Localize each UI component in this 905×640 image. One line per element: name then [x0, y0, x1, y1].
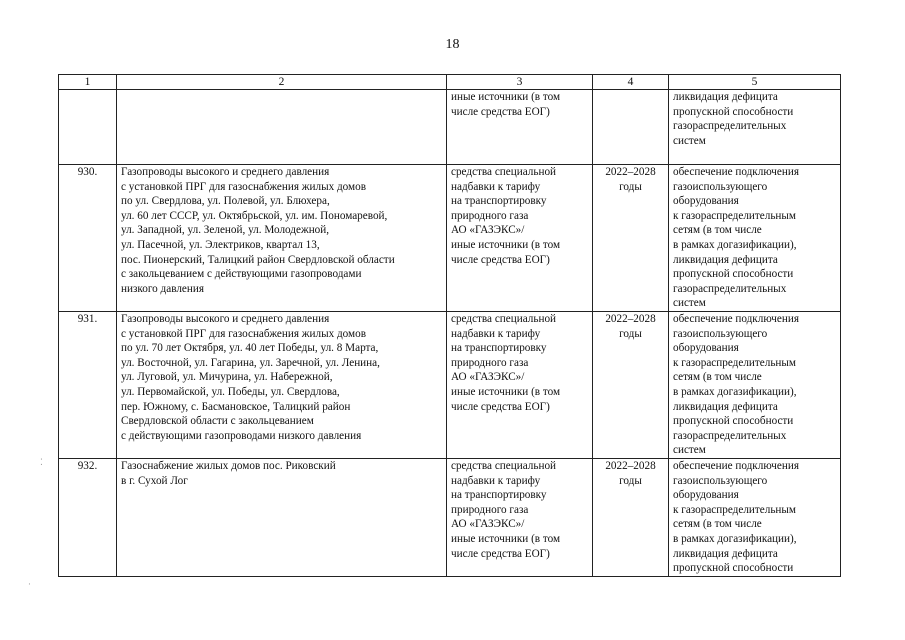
- cell-text-line: к газораспределительным: [673, 209, 797, 222]
- scan-artifact-mark: ·: [28, 580, 31, 590]
- page-number: 18: [445, 37, 460, 52]
- row-number-cell: 931.: [59, 312, 117, 459]
- cell-text-line: Свердловской области с закольцеванием: [121, 415, 314, 428]
- cell-text-line: числе средства ЕОГ): [451, 547, 550, 560]
- cell-text-line: сетям (в том числе: [673, 224, 762, 237]
- cell-text-line: средства специальной: [451, 313, 557, 325]
- cell-text-line: систем: [673, 297, 706, 310]
- table-row: [59, 165, 841, 312]
- cell-text-line: годы: [619, 327, 642, 340]
- cell-text-line: с закольцеванием с действующими газопроводами: [121, 268, 362, 281]
- cell-text-line: числе средства ЕОГ): [451, 400, 550, 413]
- cell-text-line: надбавки к тарифу: [451, 327, 541, 340]
- cell-text-line: по ул. 70 лет Октября, ул. 40 лет Победы, ул. 8 Марта,: [121, 342, 379, 355]
- funding-source-cell: [447, 90, 593, 165]
- period-cell: [593, 459, 669, 577]
- cell-text-line: с установкой ПРГ для газоснабжения жилых домов: [121, 327, 367, 340]
- cell-text-line: природного газа: [451, 503, 529, 516]
- cell-text-line: оборудования: [673, 489, 739, 502]
- funding-source-cell: [447, 459, 593, 577]
- cell-text-line: числе средства ЕОГ): [451, 105, 550, 118]
- cell-text-line: обеспечение подключения: [673, 460, 799, 472]
- cell-text-line: годы: [619, 180, 642, 193]
- column-header: 1: [59, 75, 117, 90]
- cell-text-line: газоиспользующего: [673, 327, 768, 340]
- cell-text-line: природного газа: [451, 209, 529, 222]
- cell-text-line: пропускной способности: [673, 105, 794, 118]
- cell-text-line: ликвидация дефицита: [673, 400, 778, 413]
- column-header: 4: [593, 75, 669, 90]
- row-number-cell: [59, 90, 117, 165]
- funding-source-cell: [447, 165, 593, 312]
- object-cell: [117, 312, 447, 459]
- cell-text-line: пер. Южному, с. Басмановское, Талицкий район: [121, 400, 351, 413]
- object-cell: [117, 90, 447, 165]
- period-cell: [593, 165, 669, 312]
- cell-text-line: с действующими газопроводами низкого давления: [121, 429, 362, 442]
- cell-text-line: иные источники (в том: [451, 91, 561, 103]
- cell-text-line: иные источники (в том: [451, 238, 561, 251]
- cell-text-line: ликвидация дефицита: [673, 547, 778, 560]
- cell-text-line: в г. Сухой Лог: [121, 474, 188, 487]
- cell-text-line: в рамках догазификации),: [673, 532, 797, 545]
- row-number-cell: 930.: [59, 165, 117, 312]
- column-header: 2: [117, 75, 447, 90]
- scan-artifact-mark: ⁚: [40, 458, 43, 468]
- cell-text-line: 2022–2028: [605, 460, 656, 472]
- table-row: [59, 90, 841, 165]
- cell-text-line: годы: [619, 474, 642, 487]
- cell-text-line: надбавки к тарифу: [451, 474, 541, 487]
- period-cell: [593, 90, 669, 165]
- cell-text-line: иные источники (в том: [451, 385, 561, 398]
- cell-text-line: АО «ГАЗЭКС»/: [451, 224, 525, 237]
- cell-text-line: ул. Пасечной, ул. Электриков, квартал 13,: [121, 238, 320, 251]
- goal-cell: [669, 165, 841, 312]
- funding-source-cell: [447, 312, 593, 459]
- cell-text-line: АО «ГАЗЭКС»/: [451, 371, 525, 384]
- cell-text-line: ликвидация дефицита: [673, 253, 778, 266]
- cell-text-line: ул. Восточной, ул. Гагарина, ул. Заречной, ул. Ленина,: [121, 356, 380, 369]
- cell-text-line: оборудования: [673, 195, 739, 208]
- cell-text-line: ул. Первомайской, ул. Победы, ул. Свердлова,: [121, 385, 340, 398]
- cell-text-line: ликвидация дефицита: [673, 91, 778, 103]
- cell-text-line: к газораспределительным: [673, 503, 797, 516]
- table-row: [59, 312, 841, 459]
- cell-text-line: пропускной способности: [673, 268, 794, 281]
- cell-text-line: сетям (в том числе: [673, 518, 762, 531]
- projects-table: [58, 74, 841, 577]
- object-cell: [117, 459, 447, 577]
- cell-text-line: 2022–2028: [605, 313, 656, 325]
- cell-text-line: газораспределительных: [673, 429, 787, 442]
- cell-text-line: систем: [673, 444, 706, 457]
- cell-text-line: обеспечение подключения: [673, 166, 799, 178]
- cell-text-line: сетям (в том числе: [673, 371, 762, 384]
- cell-text-line: пос. Пионерский, Талицкий район Свердловской области: [121, 253, 395, 266]
- cell-text-line: газоиспользующего: [673, 474, 768, 487]
- goal-cell: [669, 312, 841, 459]
- cell-text-line: иные источники (в том: [451, 532, 561, 545]
- column-header: 5: [669, 75, 841, 90]
- table-row: [59, 459, 841, 577]
- table-header-row: [59, 75, 841, 90]
- cell-text-line: в рамках догазификации),: [673, 238, 797, 251]
- period-cell: [593, 312, 669, 459]
- cell-text-line: АО «ГАЗЭКС»/: [451, 518, 525, 531]
- cell-text-line: оборудования: [673, 342, 739, 355]
- column-header: 3: [447, 75, 593, 90]
- cell-text-line: ул. Луговой, ул. Мичурина, ул. Набережной,: [121, 371, 333, 384]
- cell-text-line: надбавки к тарифу: [451, 180, 541, 193]
- cell-text-line: на транспортировку: [451, 342, 547, 355]
- cell-text-line: с установкой ПРГ для газоснабжения жилых домов: [121, 180, 367, 193]
- cell-text-line: газоиспользующего: [673, 180, 768, 193]
- cell-text-line: 2022–2028: [605, 166, 656, 178]
- cell-text-line: по ул. Свердлова, ул. Полевой, ул. Блюхера,: [121, 195, 330, 208]
- cell-text-line: на транспортировку: [451, 195, 547, 208]
- cell-text-line: пропускной способности: [673, 415, 794, 428]
- cell-text-line: пропускной способности: [673, 562, 794, 575]
- cell-text-line: средства специальной: [451, 166, 557, 178]
- cell-text-line: систем: [673, 134, 706, 147]
- cell-text-line: ул. 60 лет СССР, ул. Октябрьской, ул. им. Пономаревой,: [121, 209, 388, 222]
- cell-text-line: низкого давления: [121, 282, 205, 295]
- cell-text-line: Газопроводы высокого и среднего давления: [121, 166, 330, 178]
- cell-text-line: к газораспределительным: [673, 356, 797, 369]
- cell-text-line: ул. Западной, ул. Зеленой, ул. Молодежной,: [121, 224, 330, 237]
- cell-text-line: природного газа: [451, 356, 529, 369]
- object-cell: [117, 165, 447, 312]
- cell-text-line: средства специальной: [451, 460, 557, 472]
- cell-text-line: Газопроводы высокого и среднего давления: [121, 313, 330, 325]
- cell-text-line: числе средства ЕОГ): [451, 253, 550, 266]
- cell-text-line: на транспортировку: [451, 489, 547, 502]
- cell-text-line: газораспределительных: [673, 120, 787, 133]
- cell-text-line: газораспределительных: [673, 282, 787, 295]
- row-number-cell: 932.: [59, 459, 117, 577]
- cell-text-line: Газоснабжение жилых домов пос. Риковский: [121, 460, 336, 472]
- cell-text-line: обеспечение подключения: [673, 313, 799, 325]
- cell-text-line: в рамках догазификации),: [673, 385, 797, 398]
- goal-cell: [669, 459, 841, 577]
- goal-cell: [669, 90, 841, 165]
